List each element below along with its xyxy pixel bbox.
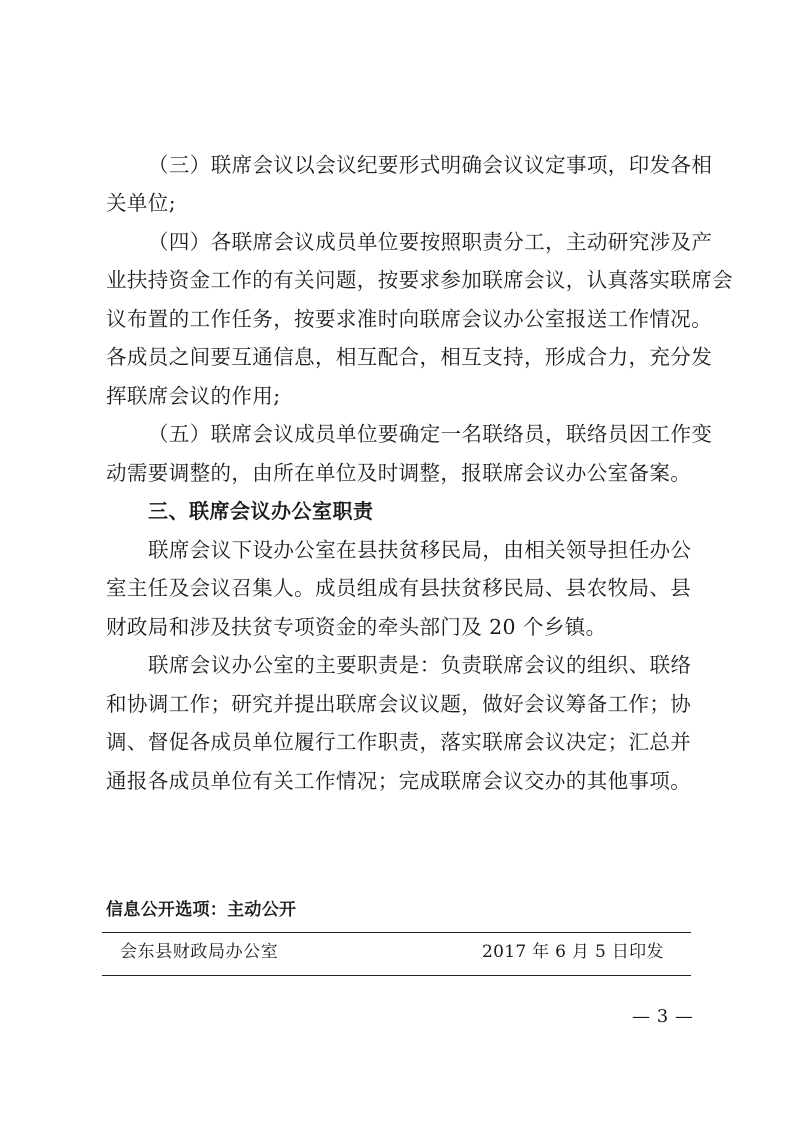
info-disclosure-label: 信息公开选项：主动公开 (106, 900, 297, 920)
footer-top-rule (102, 932, 691, 933)
item-3-line-2: 关单位; (106, 191, 177, 215)
item-5-line-2: 动需要调整的，由所在单位及时调整，报联席会议办公室备案。 (106, 461, 692, 485)
item-3-line-1: （三）联席会议以会议纪要形式明确会议议定事项，印发各相 (148, 153, 713, 177)
item-4-line-1: （四）各联席会议成员单位要按照职责分工，主动研究涉及产 (148, 230, 713, 254)
item-4-line-4: 各成员之间要互通信息，相互配合，相互支持，形成合力，充分发 (106, 345, 713, 369)
item-4-line-2: 业扶持资金工作的有关问题，按要求参加联席会议，认真落实联席会 (106, 268, 733, 292)
section-3-para-1-line-3: 财政局和涉及扶贫专项资金的牵头部门及 20 个乡镇。 (106, 615, 607, 639)
section-3-para-1-line-1: 联席会议下设办公室在县扶贫移民局，由相关领导担任办公 (148, 538, 692, 562)
footer-bottom-rule (102, 975, 691, 976)
page-number: — 3 — (632, 1006, 694, 1027)
item-4-line-3: 议布置的工作任务，按要求准时向联席会议办公室报送工作情况。 (106, 307, 713, 331)
issuing-office: 会东县财政局办公室 (120, 942, 279, 962)
section-3-para-2-line-2: 和协调工作；研究并提出联席会议议题，做好会议筹备工作；协 (106, 692, 692, 716)
section-3-para-2-line-3: 调、督促各成员单位履行工作职责，落实联席会议决定；汇总并 (106, 730, 692, 754)
section-3-para-1-line-2: 室主任及会议召集人。成员组成有县扶贫移民局、县农牧局、县 (106, 576, 692, 600)
section-3-para-2-line-4: 通报各成员单位有关工作情况；完成联席会议交办的其他事项。 (106, 769, 692, 793)
item-5-line-1: （五）联席会议成员单位要确定一名联络员，联络员因工作变 (148, 422, 713, 446)
item-4-line-5: 挥联席会议的作用; (106, 384, 281, 408)
issue-date: 2017 年 6 月 5 日印发 (482, 942, 664, 962)
section-3-heading: 三、联席会议办公室职责 (148, 499, 374, 523)
section-3-para-2-line-1: 联席会议办公室的主要职责是：负责联席会议的组织、联络 (148, 653, 692, 677)
